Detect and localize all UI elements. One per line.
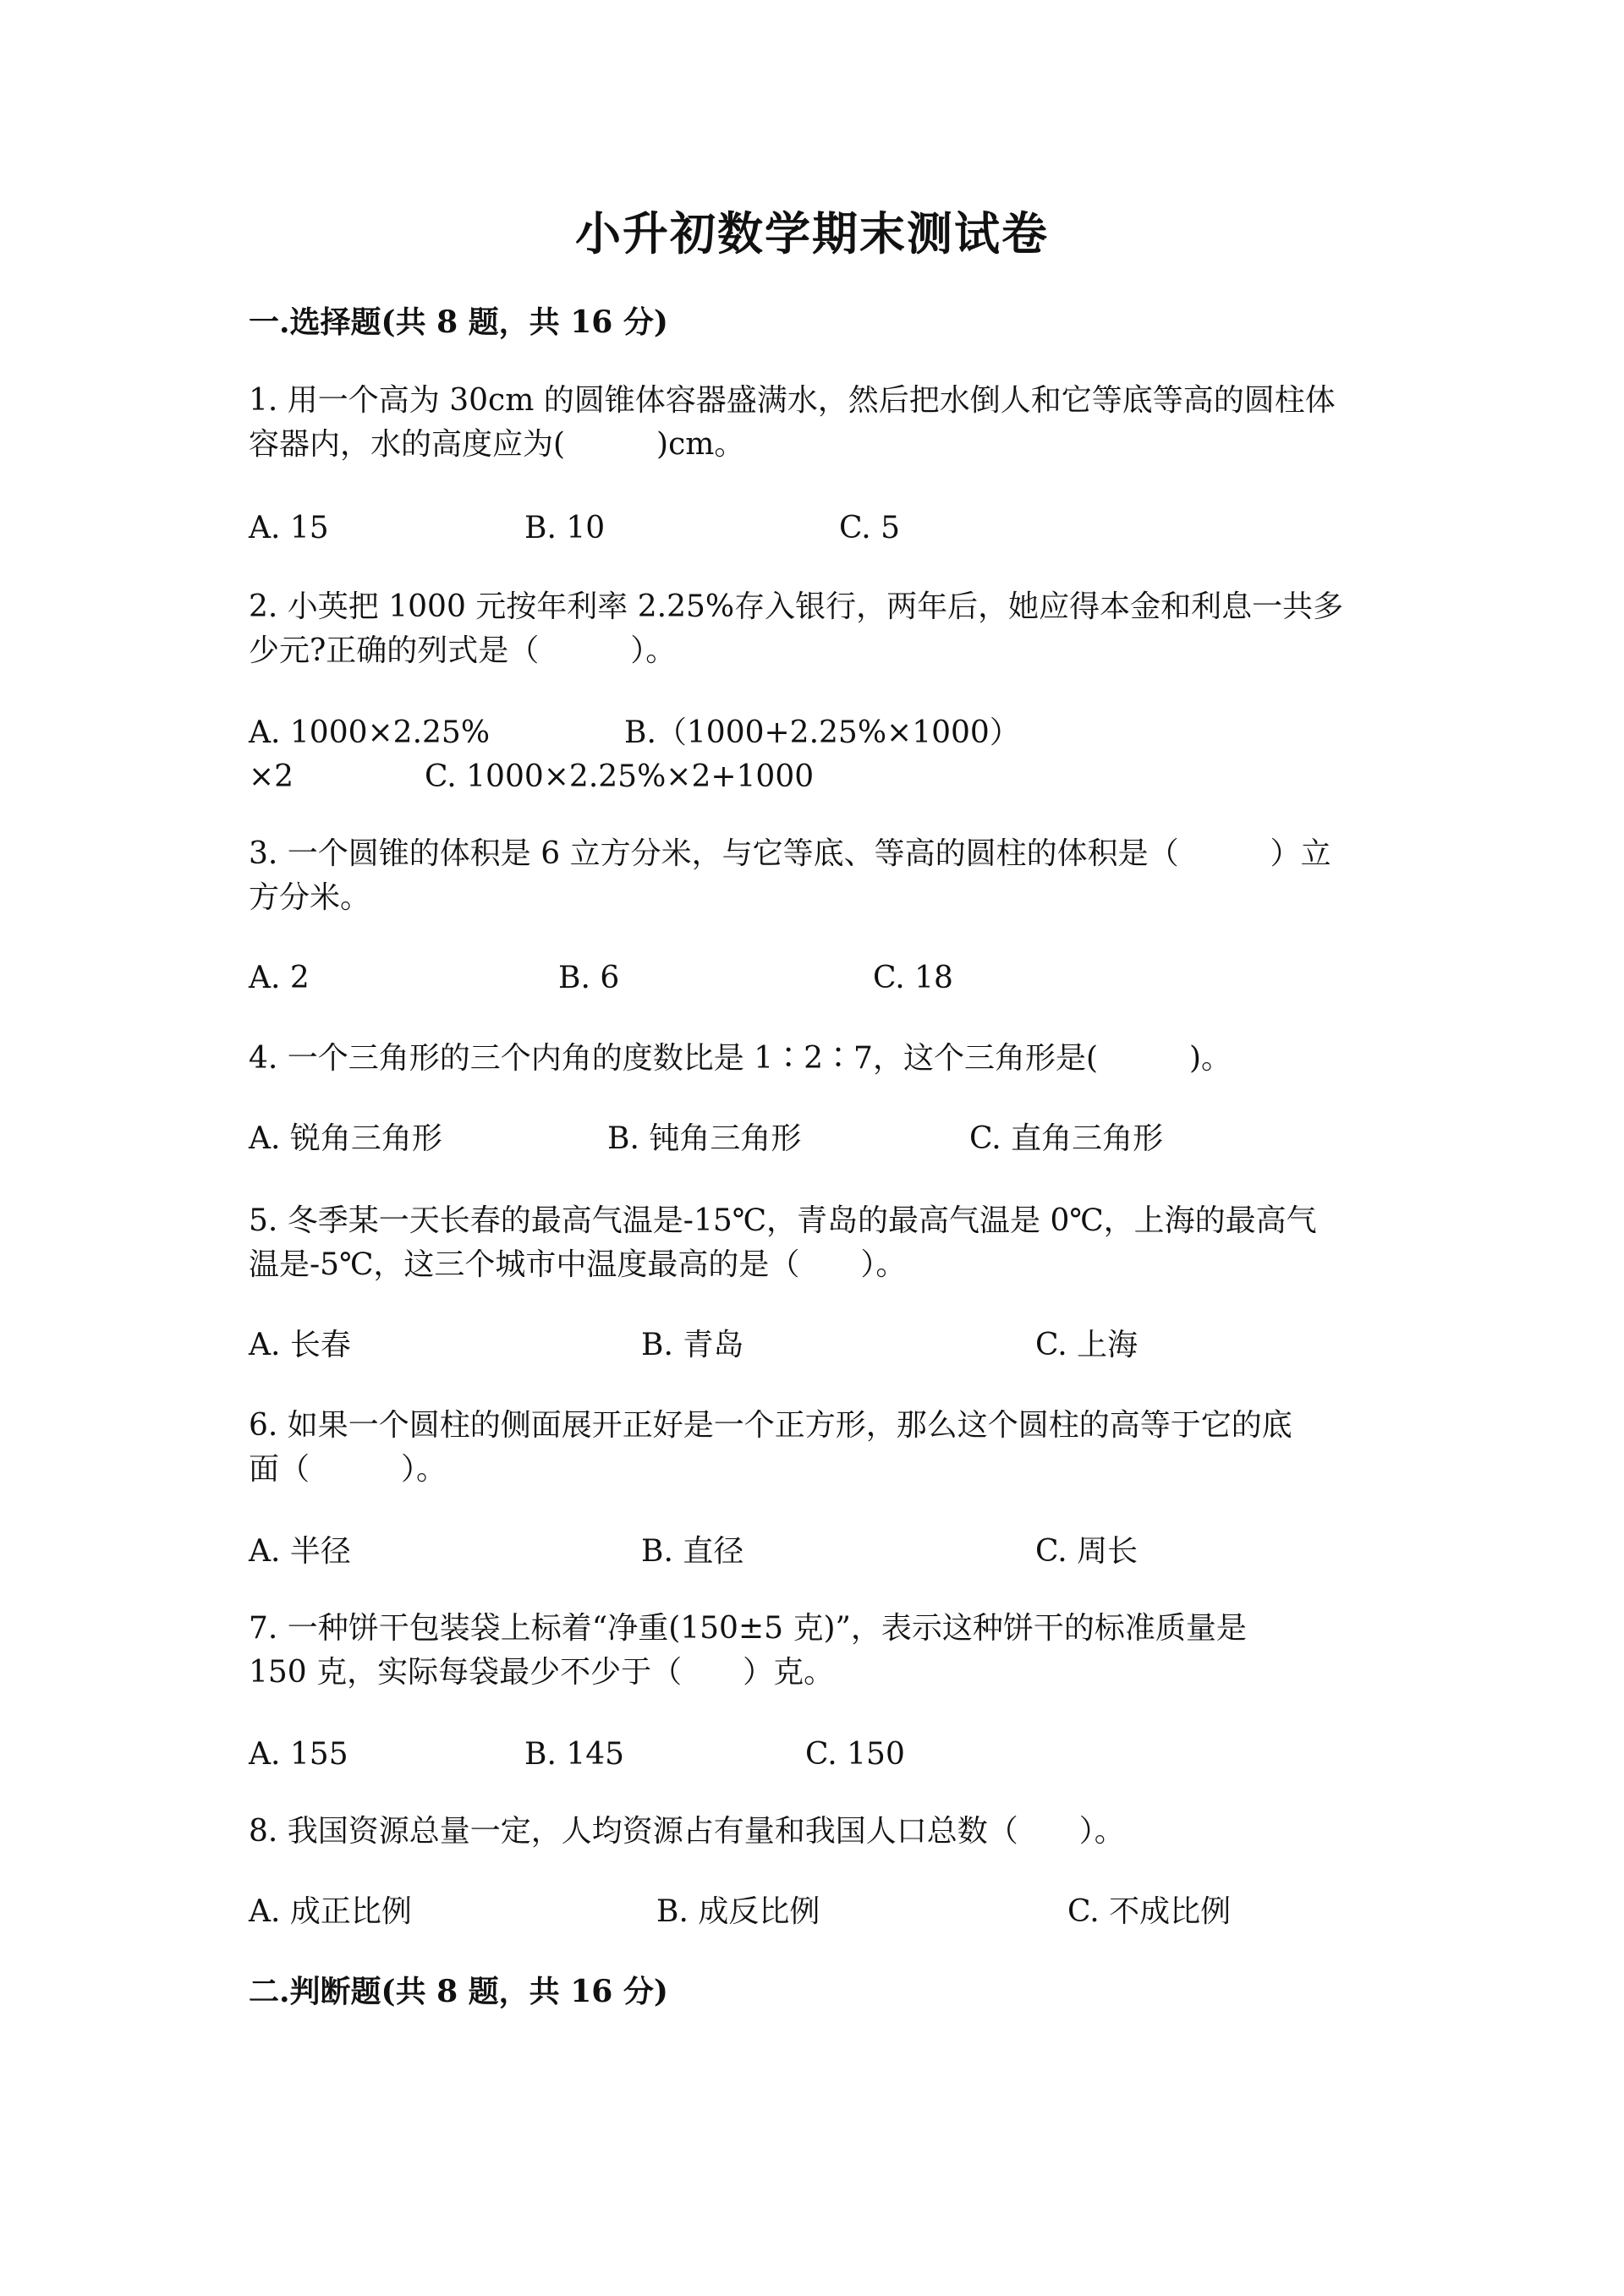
section-heading-judgement: 二.判断题(共 8 题，共 16 分) <box>249 1974 668 2009</box>
option-b: B. 10 <box>524 511 606 545</box>
option-c: C. 1000×2.25%×2+1000 <box>425 759 815 794</box>
option-c: C. 18 <box>873 961 953 995</box>
option-b: B. 成反比例 <box>656 1894 820 1929</box>
question-text: 150 克，实际每袋最少不少于（ ）克。 <box>249 1655 835 1690</box>
option-b: B. 直径 <box>641 1534 744 1569</box>
option-c: C. 不成比例 <box>1067 1894 1232 1929</box>
option-a: A. 1000×2.25% <box>249 715 491 750</box>
question-2 <box>249 585 1399 673</box>
option-a: A. 155 <box>249 1737 348 1772</box>
option-c: C. 5 <box>839 511 901 545</box>
option-b: B. 青岛 <box>641 1328 744 1362</box>
option-c: C. 150 <box>805 1737 905 1772</box>
question-text: 7. 一种饼干包装袋上标着“净重(150±5 克)”，表示这种饼干的标准质量是 <box>249 1611 1247 1646</box>
question-text: 5. 冬季某一天长春的最高气温是-15℃，青岛的最高气温是 0℃，上海的最高气 <box>249 1203 1317 1238</box>
option-c: C. 周长 <box>1035 1534 1138 1569</box>
question-text: 面（ ）。 <box>249 1452 447 1487</box>
question-4 <box>249 1037 1399 1081</box>
option-b-continuation: ×2 <box>249 759 294 794</box>
option-c: C. 上海 <box>1035 1328 1138 1362</box>
option-b: B. 145 <box>524 1737 625 1772</box>
option-a: A. 成正比例 <box>249 1894 412 1929</box>
option-a: A. 半径 <box>249 1534 351 1569</box>
question-text: 4. 一个三角形的三个内角的度数比是 1∶2∶7，这个三角形是( )。 <box>249 1041 1232 1076</box>
option-a: A. 锐角三角形 <box>249 1121 442 1156</box>
section-heading-choice: 一.选择题(共 8 题，共 16 分) <box>249 304 668 340</box>
option-b: B. 6 <box>558 961 620 995</box>
question-text: 容器内，水的高度应为( )cm。 <box>249 427 745 462</box>
question-text: 1. 用一个高为 30cm 的圆锥体容器盛满水，然后把水倒人和它等底等高的圆柱体 <box>249 383 1336 418</box>
question-1 <box>249 379 1399 467</box>
question-text: 3. 一个圆锥的体积是 6 立方分米，与它等底、等高的圆柱的体积是（ ）立 <box>249 836 1331 871</box>
question-text: 方分米。 <box>249 880 371 915</box>
question-text: 温是-5℃，这三个城市中温度最高的是（ ）。 <box>249 1247 907 1282</box>
option-a: A. 15 <box>249 511 329 545</box>
option-b: B. 钝角三角形 <box>607 1121 802 1156</box>
question-7 <box>249 1607 1399 1695</box>
question-text: 少元?正确的列式是（ ）。 <box>249 633 677 668</box>
option-b: B.（1000+2.25%×1000） <box>624 715 1020 750</box>
page-title: 小升初数学期末测试卷 <box>575 206 1049 260</box>
option-a: A. 2 <box>249 961 310 995</box>
question-3 <box>249 832 1399 920</box>
question-text: 2. 小英把 1000 元按年利率 2.25%存入银行，两年后，她应得本金和利息一共多 <box>249 589 1344 624</box>
question-6 <box>249 1404 1399 1492</box>
question-8 <box>249 1810 1399 1854</box>
question-text: 6. 如果一个圆柱的侧面展开正好是一个正方形，那么这个圆柱的高等于它的底 <box>249 1408 1292 1443</box>
question-text: 8. 我国资源总量一定，人均资源占有量和我国人口总数（ ）。 <box>249 1814 1125 1849</box>
option-a: A. 长春 <box>249 1328 351 1362</box>
question-5 <box>249 1199 1399 1287</box>
option-c: C. 直角三角形 <box>969 1121 1164 1156</box>
